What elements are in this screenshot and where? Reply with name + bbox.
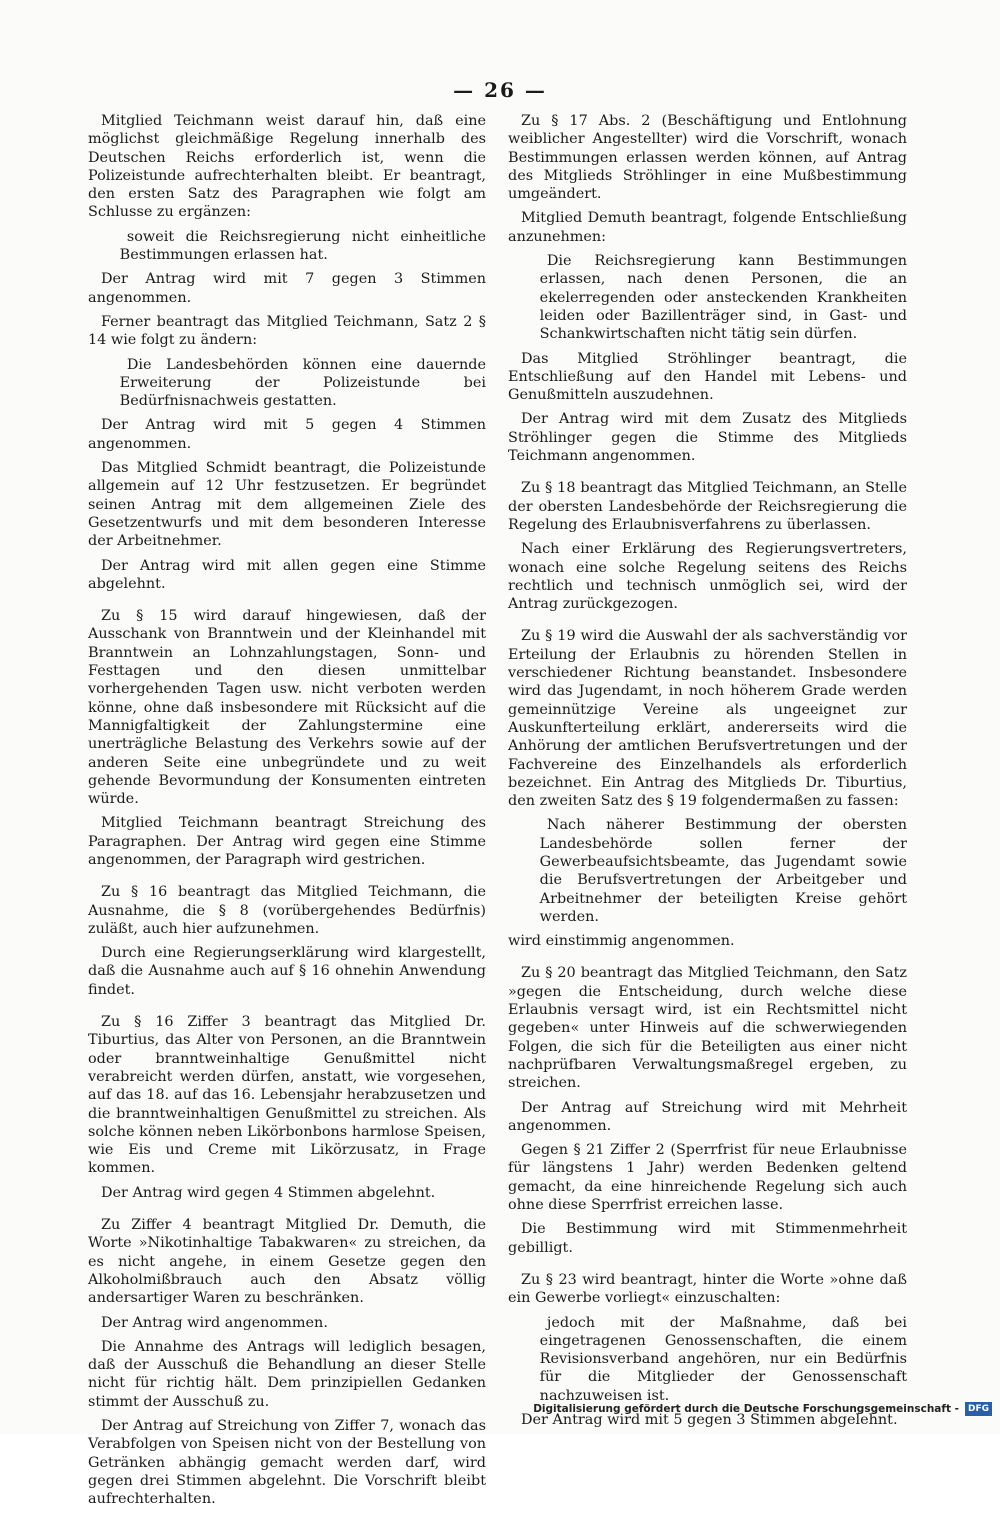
- left-column-paragraph: Der Antrag wird angenommen.: [100, 1314, 328, 1331]
- right-column-paragraph: Gegen § 21 Ziffer 2 (Sperrfrist für neue Erlaubnisse für längstens 1 Jahr) werden Bedenken geltend gemacht, da eine hinreichende Regelung sich auch ohne diese Sperrfrist erreichen lasse.: [508, 1142, 907, 1214]
- left-column-paragraph: Mitglied Teichmann beantragt Streichung des Paragraphen. Der Antrag wird gegen eine Stimme angenommen, der Paragraph wird gestrichen.: [88, 815, 486, 868]
- left-column-paragraph: Durch eine Regierungserklärung wird klargestellt, daß die Ausnahme auch auf § 16 ohnehin Anwendung findet.: [88, 945, 486, 998]
- right-column-paragraph: Der Antrag auf Streichung wird mit Mehrheit angenommen.: [508, 1099, 907, 1134]
- right-column-paragraph: Zu § 23 wird beantragt, hinter die Worte »ohne daß ein Gewerbe vorliegt« einzuschalten:: [508, 1271, 907, 1307]
- left-column-paragraph: Der Antrag wird mit allen gegen eine Stimme abgelehnt.: [88, 557, 486, 592]
- right-column-paragraph: Zu § 19 wird die Auswahl der als sachverständig vor Erteilung der Erlaubnis zu hörenden Stellen in verschiedener Richtung beanstandet. Insbesondere wird das Jugendamt, in noch höherem Grade werden gemeinnützige Vereine als ungeeignet zur Auskunfterteilung erklärt, andererseits wird die Anhörung der amtlichen Berufsvertretungen und der Fachvereine des Einzelhandels als erforderlich bezeichnet. Ein Antrag des Mitglieds Dr. Tiburtius, den zweiten Satz des § 19 folgendermaßen zu fassen:: [508, 628, 907, 810]
- right-column-paragraph: Zu § 20 beantragt das Mitglied Teichmann, den Satz »gegen die Entscheidung, durch welche diese Erlaubnis versagt wird, ist ein Rechtsmittel nicht gegeben« unter Hinweis auf die schwerwiegenden Folgen, die sich für die Beteiligten aus einer nicht nachprüfbaren Verwaltungsmaßregel ergeben, zu streichen.: [508, 965, 907, 1092]
- page-number: — 26 —: [453, 78, 547, 102]
- right-column: [508, 112, 907, 1435]
- left-column-paragraph: Zu § 15 wird darauf hingewiesen, daß der Ausschank von Branntwein und der Kleinhandel mit Branntwein an Lohnzahlungstagen, Sonn- und Festtagen und den diesen unmittelbar vorhergehenden Tagen usw. nicht verboten werden könne, ohne daß insbesondere mit Rücksicht auf die Mannigfaltigkeit der Zahlungstermine eine unerträgliche Belastung des Verkehrs sowie auf der anderen Seite eine unbegründete und zu weit gehende Bevormundung der Konsumenten eintreten würde.: [88, 608, 486, 808]
- right-column-paragraph: Mitglied Demuth beantragt, folgende Entschließung anzunehmen:: [508, 210, 907, 245]
- right-column-paragraph: wird einstimmig angenommen.: [508, 933, 735, 950]
- left-column-paragraph: Der Antrag auf Streichung von Ziffer 7, wonach das Verabfolgen von Speisen nicht von der Bestellung von Getränken abhängig gemacht werden darf, wird gegen drei Stimmen abgelehnt. Die Vorschrift bleibt aufrechterhalten.: [88, 1418, 486, 1508]
- right-column-quote: Nach näherer Bestimmung der obersten Landesbehörde sollen ferner der Gewerbeaufsichtsbeamte, das Jugendamt sowie die Berufsvertretungen der Arbeitgeber und Arbeitnehmer der beteiligten Kreise gehört werden.: [539, 817, 907, 925]
- right-column-paragraph: Zu § 18 beantragt das Mitglied Teichmann, an Stelle der obersten Landesbehörde der Reichsregierung die Regelung des Erlaubnisverfahrens zu überlassen.: [508, 480, 907, 533]
- left-column: [88, 112, 486, 1514]
- right-column-paragraph: Die Bestimmung wird mit Stimmenmehrheit gebilligt.: [508, 1221, 907, 1256]
- right-column-paragraph: Der Antrag wird mit 5 gegen 3 Stimmen abgelehnt.: [520, 1412, 898, 1428]
- right-column-paragraph: Der Antrag wird mit dem Zusatz des Mitglieds Ströhlinger gegen die Stimme des Mitglieds Teichmann angenommen.: [508, 411, 907, 465]
- left-column-paragraph: Der Antrag wird mit 5 gegen 4 Stimmen angenommen.: [88, 417, 486, 452]
- left-column-paragraph: Zu § 16 Ziffer 3 beantragt das Mitglied Dr. Tiburtius, das Alter von Personen, an die Branntwein oder branntweinhaltige Genußmittel nicht verabreicht werden dürfen, anstatt, wie vorgesehen, auf das 18. auf das 16. Lebensjahr herabzusetzen und die branntweinhaltigen Genußmittel zu streichen. Als solche können neben Likörbonbons harmlose Speisen, wie Eis und Creme mit Likörzusatz, in Frage kommen.: [88, 1014, 486, 1177]
- right-column-quote: Die Reichsregierung kann Bestimmungen erlassen, nach denen Personen, die an ekelerregenden oder ansteckenden Krankheiten leiden oder Bazillenträger sind, in Gast- und Schankwirtschaften nicht tätig sein dürfen.: [539, 253, 907, 343]
- right-column-quote: jedoch mit der Maßnahme, daß bei eingetragenen Genossenschaften, die einem Revisionsverband angehören, nur ein Bedürfnis für die Mitglieder der Genossenschaft nachzuweisen ist.: [539, 1314, 907, 1404]
- left-column-quote: soweit die Reichsregierung nicht einheitliche Bestimmungen erlassen hat.: [119, 228, 486, 264]
- left-column-paragraph: Der Antrag wird gegen 4 Stimmen abgelehnt.: [100, 1184, 436, 1201]
- left-column-paragraph: Die Annahme des Antrags will lediglich besagen, daß der Ausschuß die Behandlung an dieser Stelle nicht für richtig hält. Dem prinzipiellen Gedanken stimmt der Ausschuß zu.: [88, 1338, 486, 1410]
- left-column-paragraph: Das Mitglied Schmidt beantragt, die Polizeistunde allgemein auf 12 Uhr festzusetzen. Er begründet seinen Antrag mit dem allgemeinen Ziele des Gesetzentwurfs und mit dem besonderen Interesse der Arbeitnehmer.: [88, 460, 486, 550]
- footer-text: Digitalisierung gefördert durch die Deutsche Forschungsgemeinschaft -: [533, 1403, 959, 1415]
- left-column-paragraph: Der Antrag wird mit 7 gegen 3 Stimmen angenommen.: [88, 271, 486, 306]
- right-column-paragraph: Zu § 17 Abs. 2 (Beschäftigung und Entlohnung weiblicher Angestellter) wird die Vorschrift, wonach Bestimmungen erlassen werden können, auf Antrag des Mitglieds Ströhlinger in eine Mußbestimmung umgeändert.: [508, 113, 907, 203]
- left-column-paragraph: Zu Ziffer 4 beantragt Mitglied Dr. Demuth, die Worte »Nikotinhaltige Tabakwaren« zu streichen, da es nicht angehe, in einem Gesetze gegen den Alkoholmißbrauch auch den Absatz völlig andersartiger Waren zu beschränken.: [88, 1217, 486, 1307]
- dfg-logo: DFG: [965, 1402, 992, 1416]
- left-column-paragraph: Ferner beantragt das Mitglied Teichmann, Satz 2 § 14 wie folgt zu ändern:: [88, 313, 486, 349]
- left-column-paragraph: Mitglied Teichmann weist darauf hin, daß eine möglichst gleichmäßige Regelung innerhalb des Deutschen Reichs erforderlich ist, wenn die Polizeistunde aufrechterhalten bleibt. Er beantragt, den ersten Satz des Paragraphen wie folgt am Schlusse zu ergänzen:: [88, 113, 486, 221]
- right-column-paragraph: Das Mitglied Ströhlinger beantragt, die Entschließung auf den Handel mit Lebens- und Genußmitteln auszudehnen.: [508, 350, 907, 404]
- footer-credit: [533, 1398, 992, 1420]
- left-column-quote: Die Landesbehörden können eine dauernde Erweiterung der Polizeistunde bei Bedürfnisnachweis gestatten.: [119, 356, 486, 410]
- right-column-paragraph: Nach einer Erklärung des Regierungsvertreters, wonach eine solche Regelung seitens des Reichs rechtlich und technisch unmöglich sei, wird der Antrag zurückgezogen.: [508, 541, 907, 613]
- left-column-paragraph: Zu § 16 beantragt das Mitglied Teichmann, die Ausnahme, die § 8 (vorübergehendes Bedürfnis) zuläßt, auch hier aufzunehmen.: [88, 884, 486, 937]
